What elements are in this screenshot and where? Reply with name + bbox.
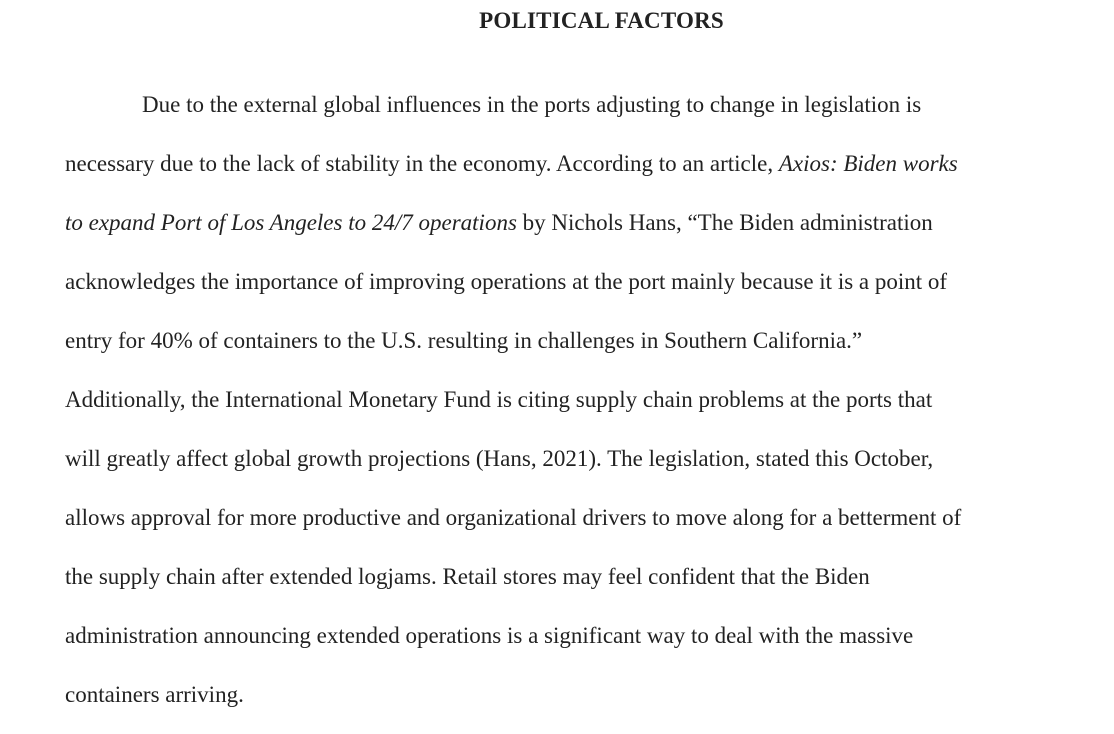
article-title-part-1: Axios: Biden works <box>778 151 958 176</box>
paragraph-line-4: acknowledges the importance of improving operations at the port mainly because it is a point of <box>65 269 948 294</box>
paragraph-line-8: allows approval for more productive and organizational drivers to move along for a betterment of <box>65 505 962 530</box>
paragraph-text: necessary due to the lack of stability in the economy. According to an article, <box>65 151 779 176</box>
paragraph-line-5: entry for 40% of containers to the U.S. resulting in challenges in Southern California.” <box>65 328 863 353</box>
paragraph-line-3 <box>65 208 933 238</box>
paragraph-line-10: administration announcing extended operations is a significant way to deal with the massive <box>65 623 914 648</box>
paragraph-line-9: the supply chain after extended logjams. Retail stores may feel confident that the Biden <box>65 564 870 589</box>
paragraph-line-11: containers arriving. <box>65 682 244 707</box>
paragraph-line-2 <box>65 149 958 179</box>
paragraph-line-1: Due to the external global influences in the ports adjusting to change in legislation is <box>142 92 922 117</box>
paragraph-text: by Nichols Hans, “The Biden administration <box>516 210 933 235</box>
paragraph-line-6: Additionally, the International Monetary Fund is citing supply chain problems at the ports that <box>65 387 933 412</box>
section-heading: POLITICAL FACTORS <box>479 8 724 33</box>
paragraph-line-7: will greatly affect global growth projections (Hans, 2021). The legislation, stated this October, <box>65 446 934 471</box>
article-title-part-2: to expand Port of Los Angeles to 24/7 operations <box>65 210 517 235</box>
